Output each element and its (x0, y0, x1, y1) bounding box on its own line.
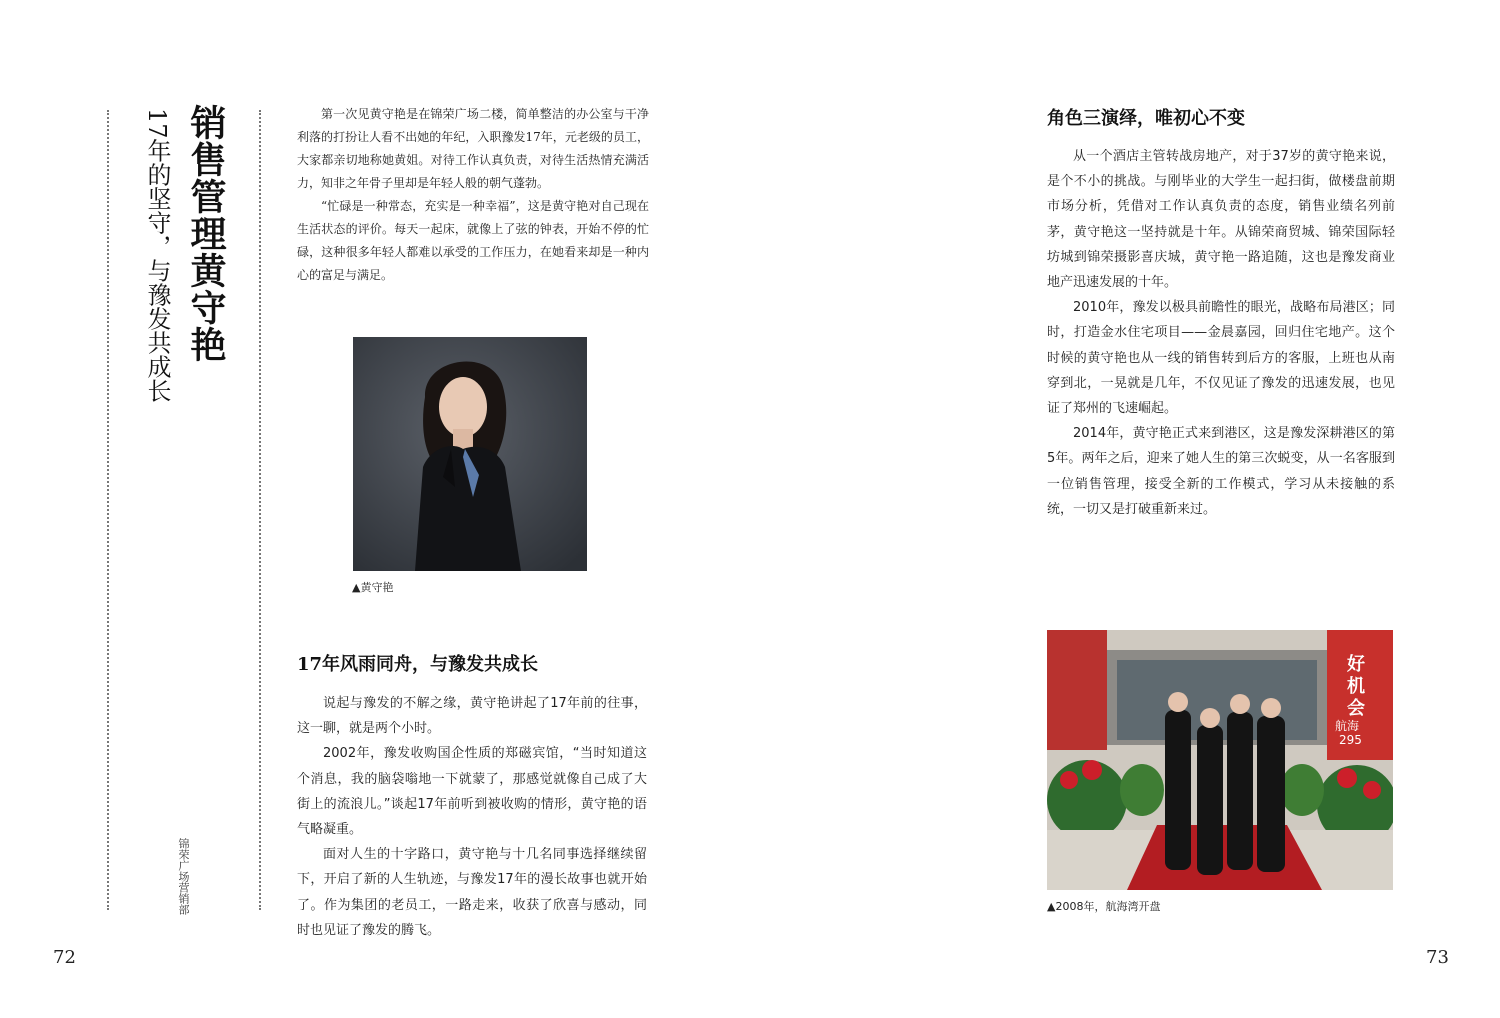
intro-paragraph: “忙碌是一种常态，充实是一种幸福”，这是黄守艳对自己现在生活状态的评价。每天一起床，就像上了弦的钟表，开始不停的忙碌，这种很多年轻人都难以承受的工作压力，在她看来却是一种内心的富足与满足。 (297, 199, 649, 282)
body-text-left (297, 691, 647, 943)
body-paragraph: 从一个酒店主管转战房地产，对于37岁的黄守艳来说，是个不小的挑战。与刚毕业的大学生一起扫街，做楼盘前期市场分析，凭借对工作认真负责的态度，销售业绩名列前茅，黄守艳这一坚持就是十年。从锦荣商贸城、锦荣国际轻坊城到锦荣摄影喜庆城，黄守艳一路追随，这也是豫发商业地产迅速发展的十年。 (1047, 149, 1395, 291)
body-paragraph: 面对人生的十字路口，黄守艳与十几名同事选择继续留下，开启了新的人生轨迹，与豫发17年的漫长故事也就开始了。作为集团的老员工，一路走来，收获了欣喜与感动，同时也见证了豫发的腾飞。 (297, 847, 647, 938)
portrait-photo (353, 337, 587, 571)
group-photo-illustration (1047, 630, 1393, 890)
portrait-illustration (353, 337, 587, 571)
page-number-left: 72 (53, 947, 76, 968)
page-number-right: 73 (1426, 947, 1449, 968)
body-paragraph: 2002年，豫发收购国企性质的郑磁宾馆，“当时知道这个消息，我的脑袋嗡地一下就蒙了，那感觉就像自己成了大街上的流浪儿。”谈起17年前听到被收购的情形，黄守艳的语气略凝重。 (297, 746, 647, 838)
department-label: 锦荣广场营销部 (177, 838, 190, 915)
body-paragraph: 2014年，黄守艳正式来到港区，这是豫发深耕港区的第5年。两年之后，迎来了她人生的第三次蜕变，从一名客服到一位销售管理，接受全新的工作模式，学习从未接触的系统，一切又是打破重新来过。 (1047, 426, 1395, 517)
section-heading-right: 角色三演绎，唯初心不变 (1047, 108, 1245, 129)
section-heading-left: 17年风雨同舟，与豫发共成长 (297, 654, 539, 675)
sign-text: 295 (1339, 733, 1362, 747)
dotted-rule-left (107, 110, 109, 910)
group-photo (1047, 630, 1393, 890)
sign-text: 航海 (1335, 719, 1360, 733)
article-title: 销售管理黄守艳 (185, 104, 227, 363)
intro-paragraph: 第一次见黄守艳是在锦荣广场二楼，简单整洁的办公室与干净利落的打扮让人看不出她的年纪，入职豫发17年，元老级的员工，大家都亲切地称她黄姐。对待工作认真负责，对待生活热情充满活力，知非之年骨子里却是年轻人般的朝气蓬勃。 (297, 107, 649, 190)
sign-char: 会 (1347, 698, 1365, 719)
body-paragraph: 2010年，豫发以极具前瞻性的眼光，战略布局港区；同时，打造金水住宅项目——金晨嘉园，回归住宅地产。这个时候的黄守艳也从一线的销售转到后方的客服，上班也从南穿到北，一晃就是几年，不仅见证了豫发的迅速发展，也见证了郑州的飞速崛起。 (1047, 300, 1395, 417)
body-paragraph: 说起与豫发的不解之缘，黄守艳讲起了17年前的往事，这一聊，就是两个小时。 (297, 696, 647, 737)
photo-caption: ▲2008年，航海湾开盘 (1047, 900, 1161, 913)
intro-text (297, 103, 649, 287)
sign-char: 好 (1347, 654, 1365, 675)
sign-char: 机 (1347, 676, 1365, 697)
article-subtitle: 17年的坚守，与豫发共成长 (143, 108, 171, 403)
dotted-rule-right (259, 110, 261, 910)
body-text-right (1047, 144, 1395, 522)
portrait-caption: ▲黄守艳 (352, 581, 394, 594)
